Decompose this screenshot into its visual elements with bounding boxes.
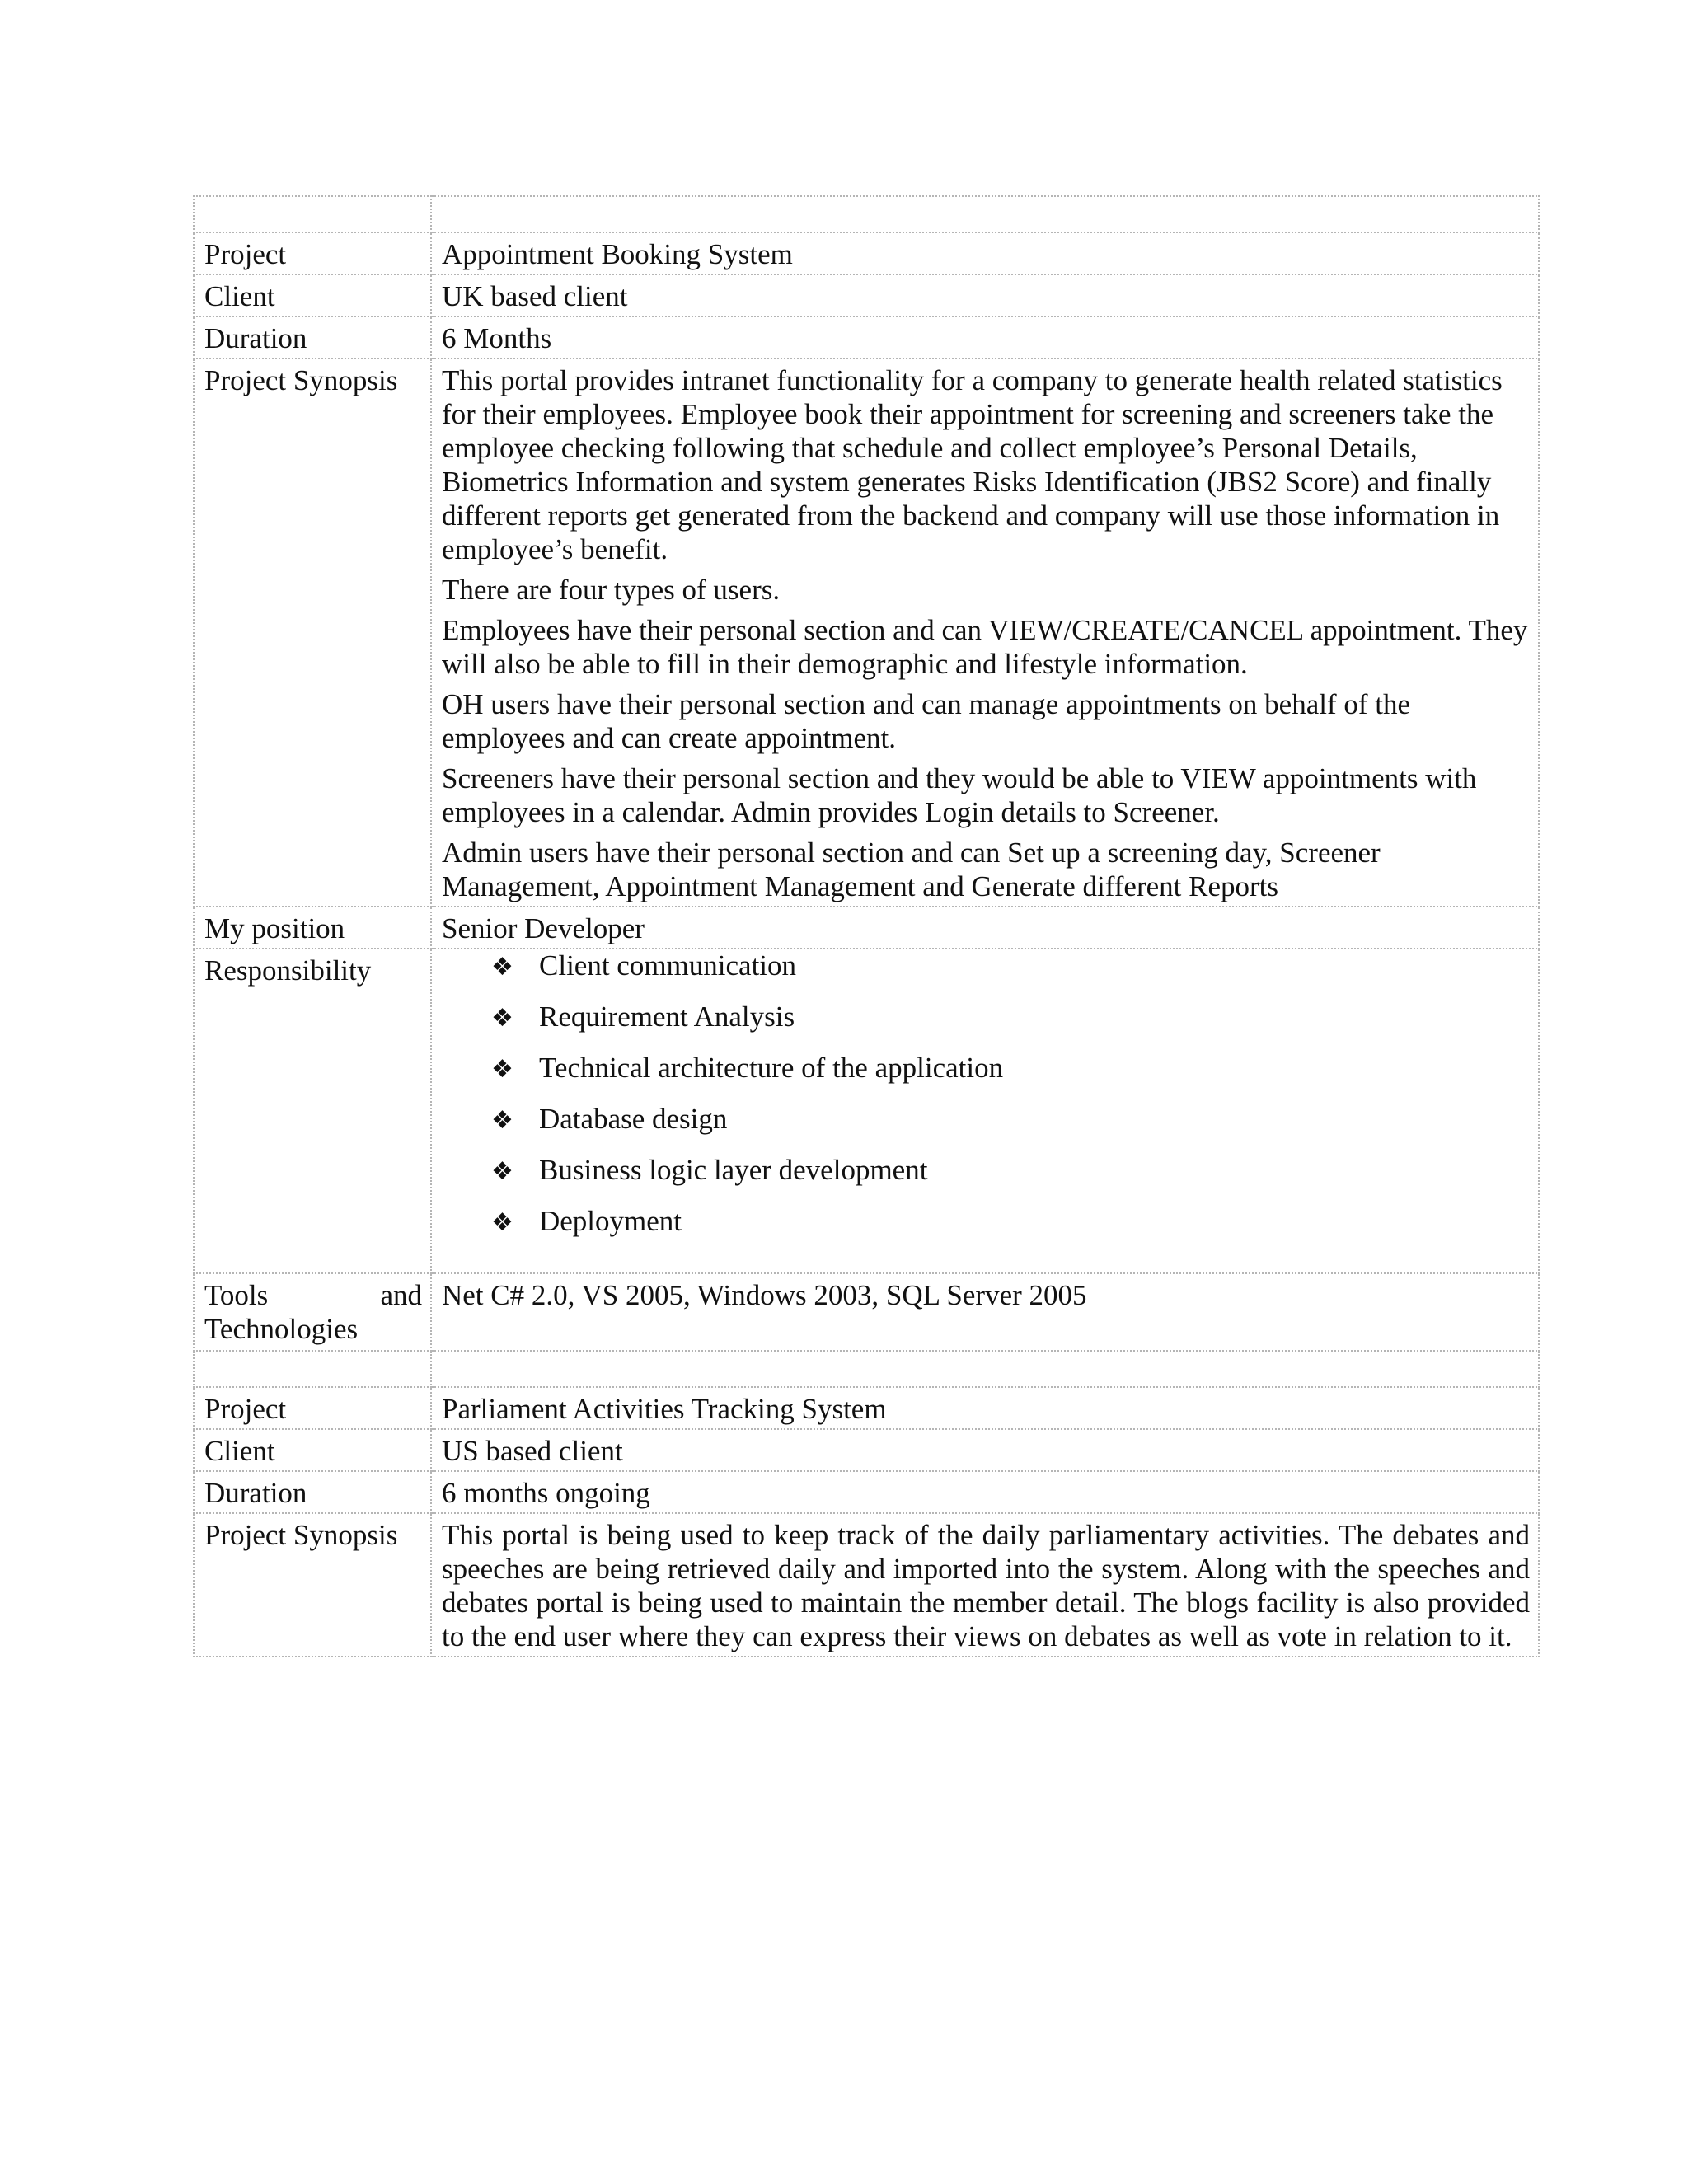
- table-row: [194, 232, 1539, 274]
- list-item: [491, 1000, 1530, 1051]
- table-row: [194, 907, 1539, 949]
- client-label: Client: [194, 1429, 431, 1471]
- duration-label: Duration: [194, 1471, 431, 1513]
- client-value: US based client: [431, 1429, 1539, 1471]
- project-label: Project: [194, 1387, 431, 1429]
- spacer-row: [194, 196, 1539, 232]
- responsibility-text: Deployment: [539, 1205, 682, 1237]
- duration-value: 6 Months: [431, 316, 1539, 359]
- diamond-bullet-icon: ❖: [491, 1055, 513, 1084]
- project-name: Appointment Booking System: [431, 232, 1539, 274]
- client-value: UK based client: [431, 274, 1539, 316]
- tools-label-word: and: [380, 1279, 422, 1311]
- responsibility-text: Technical architecture of the application: [539, 1052, 1004, 1084]
- responsibility-text: Business logic layer development: [539, 1154, 928, 1186]
- list-item: [491, 1153, 1530, 1204]
- list-item: [491, 1102, 1530, 1153]
- position-label: My position: [194, 907, 431, 949]
- client-label: Client: [194, 274, 431, 316]
- tools-label-word: Tools: [204, 1279, 269, 1311]
- project-name: Parliament Activities Tracking System: [431, 1387, 1539, 1429]
- table-row: [194, 316, 1539, 359]
- responsibility-text: Requirement Analysis: [539, 1001, 795, 1033]
- table-row: [194, 1429, 1539, 1471]
- synopsis-cell: [431, 359, 1539, 907]
- duration-label: Duration: [194, 316, 431, 359]
- responsibility-text: Client communication: [539, 949, 797, 982]
- table-row: [194, 1273, 1539, 1351]
- spacer-cell: [194, 196, 431, 232]
- synopsis-paragraph: Screeners have their personal section and they would be able to VIEW appointments with employees in a calendar. Admin provides Login details to Screener.: [442, 762, 1477, 828]
- diamond-bullet-icon: ❖: [491, 1157, 513, 1186]
- tools-label-word: Technologies: [204, 1313, 359, 1345]
- table-row: [194, 1471, 1539, 1513]
- spacer-cell: [194, 1351, 431, 1387]
- diamond-bullet-icon: ❖: [491, 953, 513, 982]
- synopsis-label: Project Synopsis: [194, 359, 431, 907]
- synopsis-label: Project Synopsis: [194, 1513, 431, 1657]
- diamond-bullet-icon: ❖: [491, 1106, 513, 1135]
- responsibility-cell: [431, 949, 1539, 1273]
- list-item: [491, 1051, 1530, 1102]
- responsibility-text: Database design: [539, 1103, 728, 1135]
- synopsis-paragraph: This portal provides intranet functionality for a company to generate health related statistics for their employees. Employee book their appointment for screening and screeners take the employee checking following that schedule and collect employee’s Personal Details, Biometrics Information and system generates Risks Identification (JBS2 Score) and finally different reports get generated from the backend and company will use those information in employee’s benefit.: [442, 364, 1503, 565]
- synopsis-paragraph: This portal is being used to keep track of the daily parliamentary activities. The debates and speeches are being retrieved daily and imported into the system. Along with the speeches and debates portal is being used to maintain the member detail. The blogs facility is also provided to the end user where they can express their views on debates as well as vote in relation to it.: [431, 1513, 1539, 1657]
- list-item: [491, 949, 1530, 1000]
- list-item: [491, 1204, 1530, 1255]
- spacer-cell: [431, 196, 1539, 232]
- responsibility-label: Responsibility: [194, 949, 431, 1273]
- spacer-cell: [431, 1351, 1539, 1387]
- project-label: Project: [194, 232, 431, 274]
- synopsis-paragraph: Employees have their personal section and can VIEW/CREATE/CANCEL appointment. They will also be able to fill in their demographic and lifestyle information.: [442, 614, 1528, 680]
- tools-label: [194, 1273, 431, 1351]
- duration-value: 6 months ongoing: [431, 1471, 1539, 1513]
- diamond-bullet-icon: ❖: [491, 1208, 513, 1237]
- diamond-bullet-icon: ❖: [491, 1004, 513, 1033]
- synopsis-paragraph: There are four types of users.: [442, 574, 781, 606]
- table-row: [194, 274, 1539, 316]
- synopsis-paragraph: OH users have their personal section and can manage appointments on behalf of the employees and can create appointment.: [442, 688, 1411, 754]
- synopsis-paragraph: Admin users have their personal section and can Set up a screening day, Screener Management, Appointment Management and Generate different Reports: [442, 837, 1381, 902]
- table-row: [194, 359, 1539, 907]
- tools-label-line: [204, 1278, 422, 1312]
- table-row: [194, 949, 1539, 1273]
- project-details-table: [193, 195, 1540, 1657]
- responsibility-list: [442, 949, 1530, 1270]
- position-value: Senior Developer: [431, 907, 1539, 949]
- table-row: [194, 1387, 1539, 1429]
- spacer-row: [194, 1351, 1539, 1387]
- table-row: [194, 1513, 1539, 1657]
- tools-value: Net C# 2.0, VS 2005, Windows 2003, SQL Server 2005: [431, 1273, 1539, 1351]
